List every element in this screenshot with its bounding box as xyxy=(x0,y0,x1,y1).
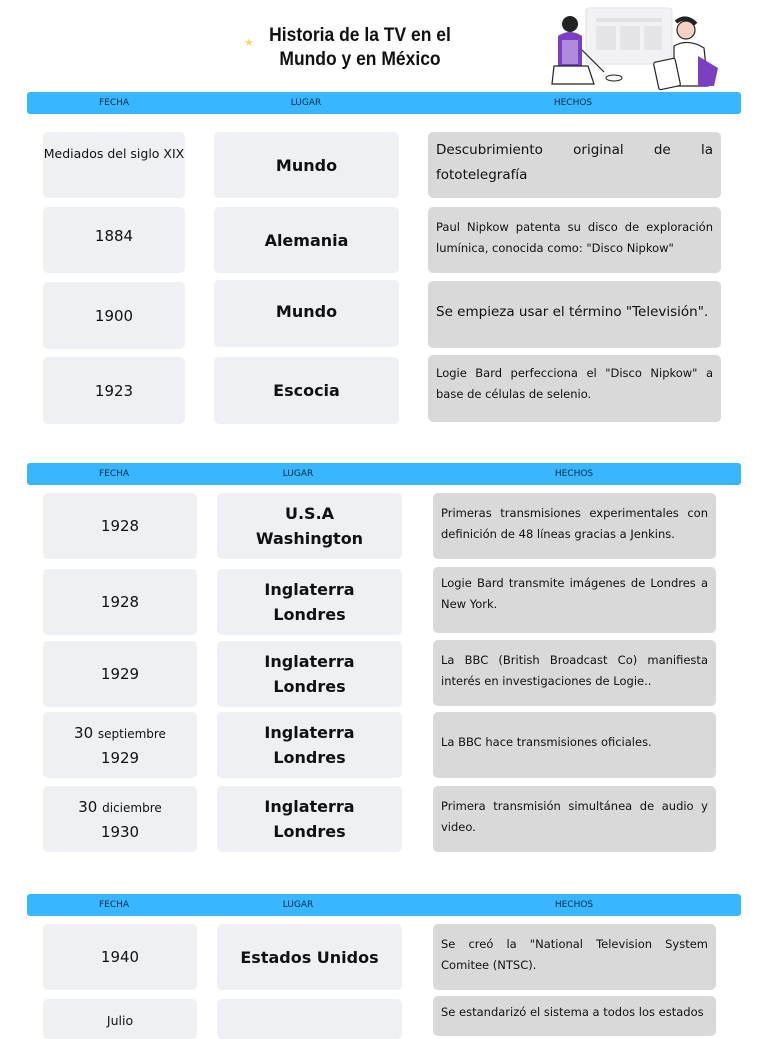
fact-cell: Primera transmisión simultánea de audio y video. xyxy=(433,786,716,852)
place-cell: Mundo xyxy=(214,132,399,198)
page-title: Historia de la TV en el Mundo y en México xyxy=(269,25,451,70)
fact-cell: Se empieza usar el término "Televisión". xyxy=(428,281,721,348)
section2-header xyxy=(27,463,741,485)
header-hechos: HECHOS xyxy=(554,469,594,479)
date-cell: 1928 xyxy=(43,493,197,559)
header-lugar: LUGAR xyxy=(282,469,314,479)
team-illustration-icon xyxy=(548,6,724,92)
fact-cell: Primeras transmisiones experimentales con definición de 48 líneas gracias a Jenkins. xyxy=(433,493,716,559)
place-cell: Mundo xyxy=(214,280,399,347)
section3-header xyxy=(27,894,741,916)
fact-cell: Descubrimiento original de la fototelegrafía xyxy=(428,132,721,198)
place-cell: U.S.A Washington xyxy=(217,493,402,559)
fact-cell: La BBC (British Broadcast Co) manifiesta interés en investigaciones de Logie.. xyxy=(433,640,716,706)
fact-cell: Se creó la "National Television System Comitee (NTSC). xyxy=(433,924,716,990)
header-lugar: LUGAR xyxy=(290,98,322,108)
date-cell: 1929 xyxy=(43,641,197,707)
header-lugar: LUGAR xyxy=(282,900,314,910)
header-fecha: FECHA xyxy=(98,98,130,108)
date-cell: 30 diciembre 1930 xyxy=(43,786,197,852)
fact-cell: Se estandarizó el sistema a todos los estados xyxy=(433,996,716,1036)
date-cell: 1923 xyxy=(43,357,185,424)
date-cell: 30 septiembre 1929 xyxy=(43,712,197,778)
header-hechos: HECHOS xyxy=(553,98,593,108)
place-cell: Estados Unidos xyxy=(217,924,402,990)
date-cell: Julio xyxy=(43,999,197,1039)
fact-cell: Paul Nipkow patenta su disco de exploración lumínica, conocida como: "Disco Nipkow" xyxy=(428,207,721,273)
header-fecha: FECHA xyxy=(98,900,130,910)
place-cell: Inglaterra Londres xyxy=(217,641,402,707)
date-cell: 1884 xyxy=(43,207,185,273)
place-cell xyxy=(217,999,402,1039)
section1-header xyxy=(27,92,741,114)
date-cell: 1940 xyxy=(43,924,197,990)
fact-cell: La BBC hace transmisiones oficiales. xyxy=(433,712,716,778)
place-cell: Escocia xyxy=(214,357,399,424)
fact-cell: Logie Bard transmite imágenes de Londres a New York. xyxy=(433,567,716,633)
place-cell: Inglaterra Londres xyxy=(217,569,402,635)
star-icon: ★ xyxy=(244,37,254,49)
place-cell: Inglaterra Londres xyxy=(217,712,402,778)
date-cell: 1928 xyxy=(43,569,197,635)
header-hechos: HECHOS xyxy=(554,900,594,910)
header-fecha: FECHA xyxy=(98,469,130,479)
fact-cell: Logie Bard perfecciona el "Disco Nipkow" a base de células de selenio. xyxy=(428,355,721,422)
date-cell: Mediados del siglo XIX xyxy=(43,132,185,198)
place-cell: Inglaterra Londres xyxy=(217,786,402,852)
place-cell: Alemania xyxy=(214,207,399,273)
date-cell: 1900 xyxy=(43,282,185,349)
